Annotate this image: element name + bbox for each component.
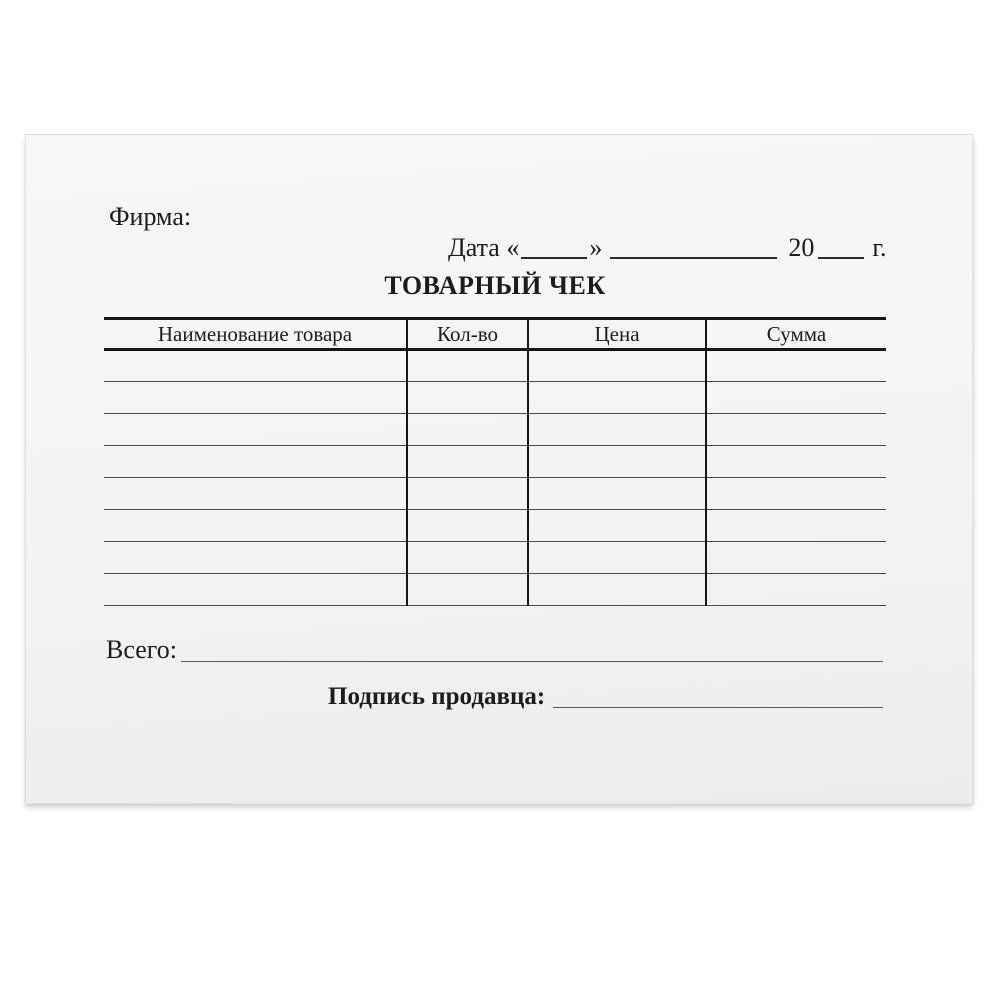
table-cell-blank	[528, 574, 706, 606]
table-cell-blank	[706, 350, 886, 382]
table-cell-blank	[407, 510, 528, 542]
table-cell-blank	[528, 510, 706, 542]
table-row	[104, 574, 886, 606]
table-cell-blank	[528, 382, 706, 414]
table-cell-blank	[104, 542, 407, 574]
table-cell-blank	[706, 446, 886, 478]
table-cell-blank	[407, 414, 528, 446]
form-title: ТОВАРНЫЙ ЧЕК	[384, 271, 606, 300]
column-header-quantity: Кол-во	[407, 319, 528, 350]
table-cell-blank	[706, 414, 886, 446]
table-row	[104, 542, 886, 574]
date-month-blank-line	[610, 239, 777, 259]
table-row	[104, 510, 886, 542]
table-row	[104, 478, 886, 510]
seller-signature-label: Подпись продавца:	[328, 683, 546, 710]
date-line	[448, 234, 887, 262]
total-label: Всего:	[106, 635, 177, 664]
table-cell-blank	[706, 542, 886, 574]
goods-table	[104, 317, 886, 606]
table-cell-blank	[407, 478, 528, 510]
date-century-prefix: 20	[788, 233, 815, 262]
table-cell-blank	[528, 350, 706, 382]
table-cell-blank	[528, 478, 706, 510]
seller-signature-line	[328, 683, 883, 711]
table-body	[104, 350, 886, 606]
total-blank-line	[181, 642, 883, 662]
table-cell-blank	[407, 446, 528, 478]
table-row	[104, 382, 886, 414]
table-cell-blank	[104, 510, 407, 542]
table-cell-blank	[104, 446, 407, 478]
table-cell-blank	[407, 382, 528, 414]
column-header-price: Цена	[528, 319, 706, 350]
table-cell-blank	[528, 446, 706, 478]
table-cell-blank	[528, 414, 706, 446]
date-label: Дата «	[448, 233, 520, 262]
table-cell-blank	[104, 574, 407, 606]
firm-label: Фирма:	[109, 202, 192, 231]
table-cell-blank	[407, 542, 528, 574]
table-cell-blank	[706, 478, 886, 510]
date-close-quote: »	[589, 233, 603, 262]
table-cell-blank	[104, 350, 407, 382]
table-cell-blank	[528, 542, 706, 574]
seller-signature-blank-line	[553, 688, 883, 708]
date-year-blank-line	[818, 239, 864, 259]
table-row	[104, 446, 886, 478]
date-year-suffix: г.	[872, 233, 887, 262]
table-cell-blank	[407, 574, 528, 606]
table-row	[104, 414, 886, 446]
column-header-sum: Сумма	[706, 319, 886, 350]
table-cell-blank	[104, 382, 407, 414]
total-line	[106, 636, 883, 664]
table-cell-blank	[104, 414, 407, 446]
table-cell-blank	[104, 478, 407, 510]
table-header-row	[104, 319, 886, 350]
table-cell-blank	[407, 350, 528, 382]
column-header-item-name: Наименование товара	[157, 321, 353, 346]
date-day-blank-line	[521, 239, 587, 259]
table-cell-blank	[706, 382, 886, 414]
table-cell-blank	[706, 510, 886, 542]
table-row	[104, 350, 886, 382]
table-cell-blank	[706, 574, 886, 606]
